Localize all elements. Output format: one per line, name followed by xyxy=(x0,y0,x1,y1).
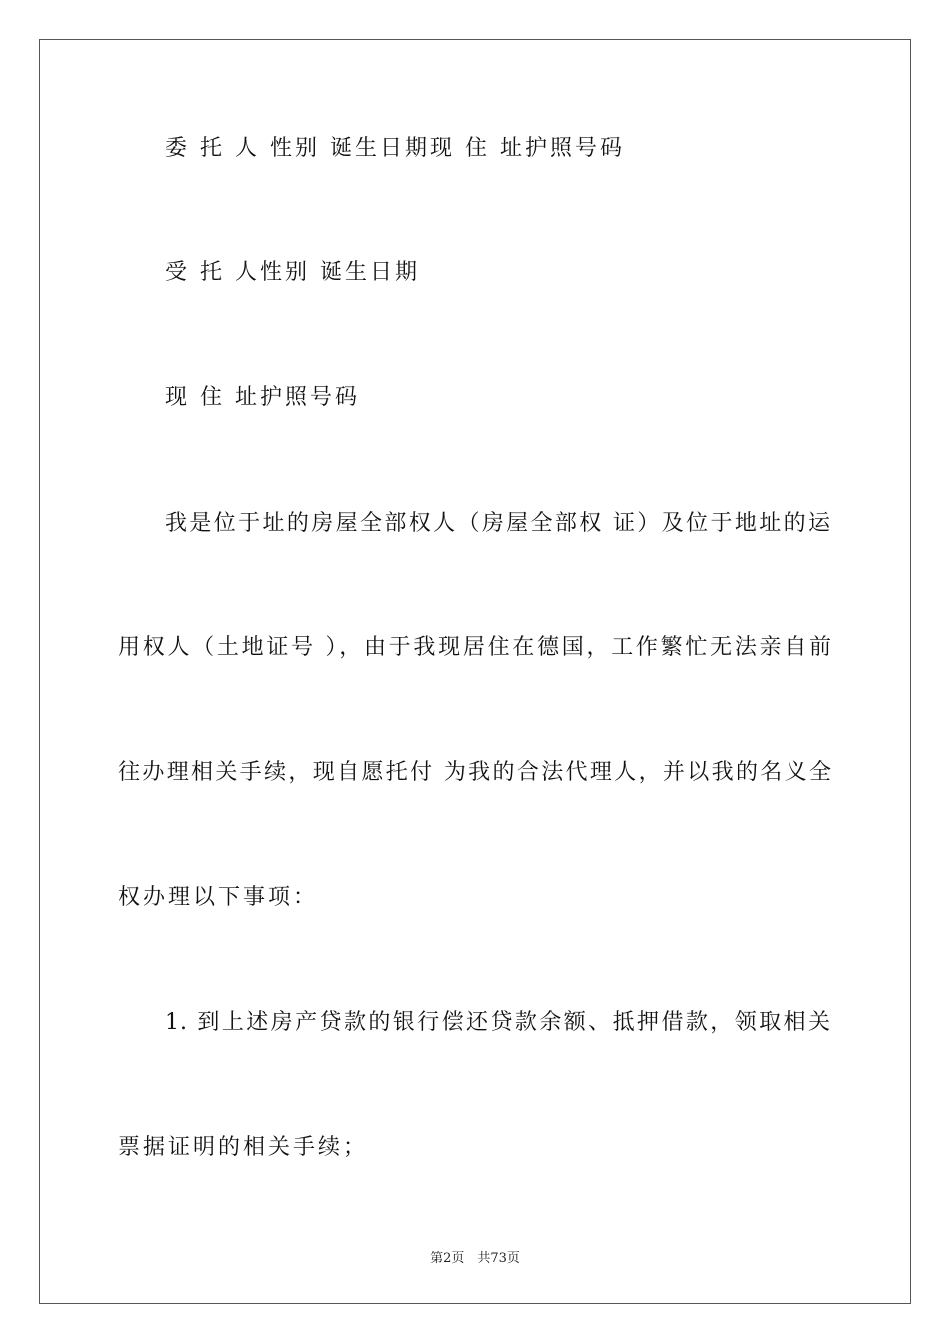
paragraph-line-2: 用权人（土地证号 ），由于我现居住在德国，工作繁忙无法亲自前 xyxy=(118,635,832,660)
paragraph-line-1: 我是位于址的房屋全部权人（房屋全部权 证）及位于地址的运 xyxy=(165,511,831,536)
agent-info-line: 受 托 人性别 诞生日期 xyxy=(165,260,420,285)
principal-info-line: 委 托 人 性别 诞生日期现 住 址护照号码 xyxy=(165,136,625,161)
page-number-footer: 第2页 共73页 xyxy=(430,1251,520,1266)
agent-address-line: 现 住 址护照号码 xyxy=(165,385,360,410)
paragraph-line-3: 往办理相关手续，现自愿托付 为我的合法代理人，并以我的名义全 xyxy=(118,760,832,785)
item-1-line-2: 票据证明的相关手续； xyxy=(118,1135,369,1160)
page-border xyxy=(39,39,911,1304)
paragraph-line-4: 权办理以下事项： xyxy=(118,885,319,910)
item-1-line-1: 1. 到上述房产贷款的银行偿还贷款余额、抵押借款，领取相关 xyxy=(165,1010,831,1035)
